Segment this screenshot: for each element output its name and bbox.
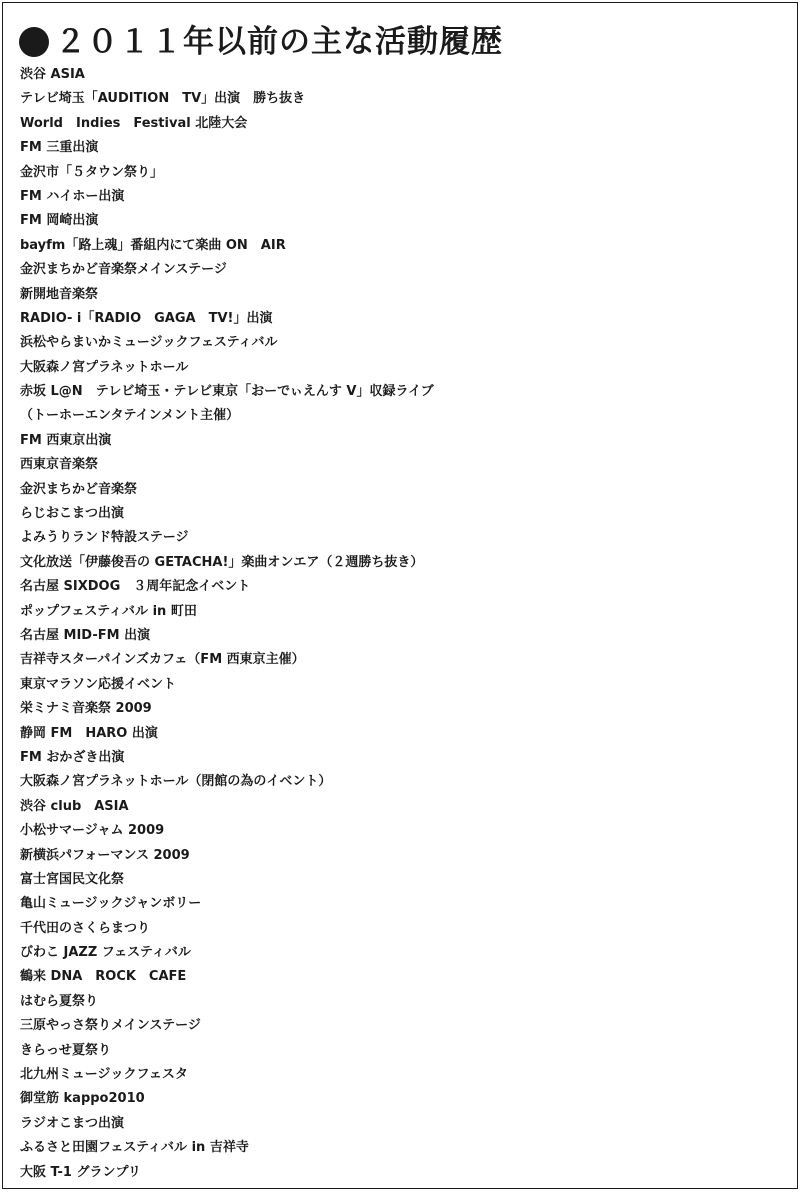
list-item: 大阪森ノ宮プラネットホール（閉館の為のイベント） bbox=[20, 774, 332, 790]
list-item: RADIO- i「RADIO GAGA TV!」出演 bbox=[20, 310, 273, 326]
list-item: 北九州ミュージックフェスタ bbox=[20, 1067, 188, 1083]
list-item: はむら夏祭り bbox=[20, 993, 99, 1009]
list-item: 栄ミナミ音楽祭 2009 bbox=[20, 701, 152, 717]
list-item: 亀山ミュージックジャンボリー bbox=[20, 896, 202, 912]
list-item: びわこ JAZZ フェスティバル bbox=[20, 945, 191, 961]
list-item: 西東京音楽祭 bbox=[20, 457, 99, 473]
list-item: 赤坂 L@N テレビ埼玉・テレビ東京「おーでぃえんす V」収録ライブ bbox=[20, 384, 434, 400]
list-item: 小松サマージャム 2009 bbox=[20, 823, 165, 839]
list-item: FM おかざき出演 bbox=[20, 749, 125, 765]
list-item: 名古屋 MID-FM 出演 bbox=[20, 627, 151, 643]
list-item: 大阪森ノ宮プラネットホール bbox=[20, 359, 189, 375]
list-item: 金沢市「５タウン祭り」 bbox=[20, 164, 164, 180]
list-item: きらっせ夏祭り bbox=[20, 1042, 112, 1058]
list-item: 三原やっさ祭りメインステージ bbox=[20, 1018, 201, 1034]
list-item: ラジオこまつ出演 bbox=[20, 1115, 125, 1131]
list-item: 御堂筋 kappo2010 bbox=[20, 1091, 145, 1107]
list-item: World Indies Festival 北陸大会 bbox=[20, 115, 248, 131]
list-item: 鶴来 DNA ROCK CAFE bbox=[20, 969, 187, 985]
list-item: 富士宮国民文化祭 bbox=[20, 871, 125, 887]
list-item: 新横浜パフォーマンス 2009 bbox=[20, 847, 190, 863]
list-item: テレビ埼玉「AUDITION TV」出演 勝ち抜き bbox=[20, 91, 306, 107]
list-item: bayfm「路上魂」番組内にて楽曲 ON AIR bbox=[20, 237, 286, 253]
page-title-text: ２０１１年以前の主な活動履歴 bbox=[55, 24, 503, 60]
activity-history-list bbox=[20, 63, 790, 1185]
list-item: ふるさと田園フェスティバル in 吉祥寺 bbox=[20, 1140, 249, 1156]
list-item: 静岡 FM HARO 出演 bbox=[20, 725, 158, 741]
list-item: 渋谷 ASIA bbox=[20, 67, 85, 82]
page-frame bbox=[2, 2, 798, 1189]
list-item: 千代田のさくらまつり bbox=[20, 920, 151, 936]
list-item: 新開地音楽祭 bbox=[20, 286, 99, 302]
page-title bbox=[19, 17, 503, 67]
list-item: FM 西東京出演 bbox=[20, 432, 112, 448]
list-item: 文化放送「伊藤俊吾の GETACHA!」楽曲オンエア（２週勝ち抜き） bbox=[20, 554, 424, 570]
list-item: FM 三重出演 bbox=[20, 140, 99, 156]
list-item: 大阪 T-1 グランプリ bbox=[20, 1164, 141, 1180]
list-item: よみうりランド特設ステージ bbox=[20, 530, 189, 546]
list-item: ポップフェスティバル in 町田 bbox=[20, 603, 197, 619]
list-item: 名古屋 SIXDOG ３周年記念イベント bbox=[20, 579, 251, 595]
list-item: 金沢まちかど音楽祭 bbox=[20, 481, 138, 497]
list-item: 浜松やらまいかミュージックフェスティバル bbox=[20, 335, 278, 351]
list-item: らじおこまつ出演 bbox=[20, 506, 125, 522]
list-item: （トーホーエンタテインメント主催） bbox=[20, 408, 240, 424]
list-item: 吉祥寺スターパインズカフェ（FM 西東京主催） bbox=[20, 652, 305, 668]
bullet-icon bbox=[19, 27, 49, 57]
list-item: 東京マラソン応援イベント bbox=[20, 676, 177, 692]
list-item: 渋谷 club ASIA bbox=[20, 798, 129, 814]
list-item: FM ハイホー出演 bbox=[20, 188, 125, 204]
list-item: FM 岡崎出演 bbox=[20, 213, 99, 229]
list-item: 金沢まちかど音楽祭メインステージ bbox=[20, 262, 227, 278]
